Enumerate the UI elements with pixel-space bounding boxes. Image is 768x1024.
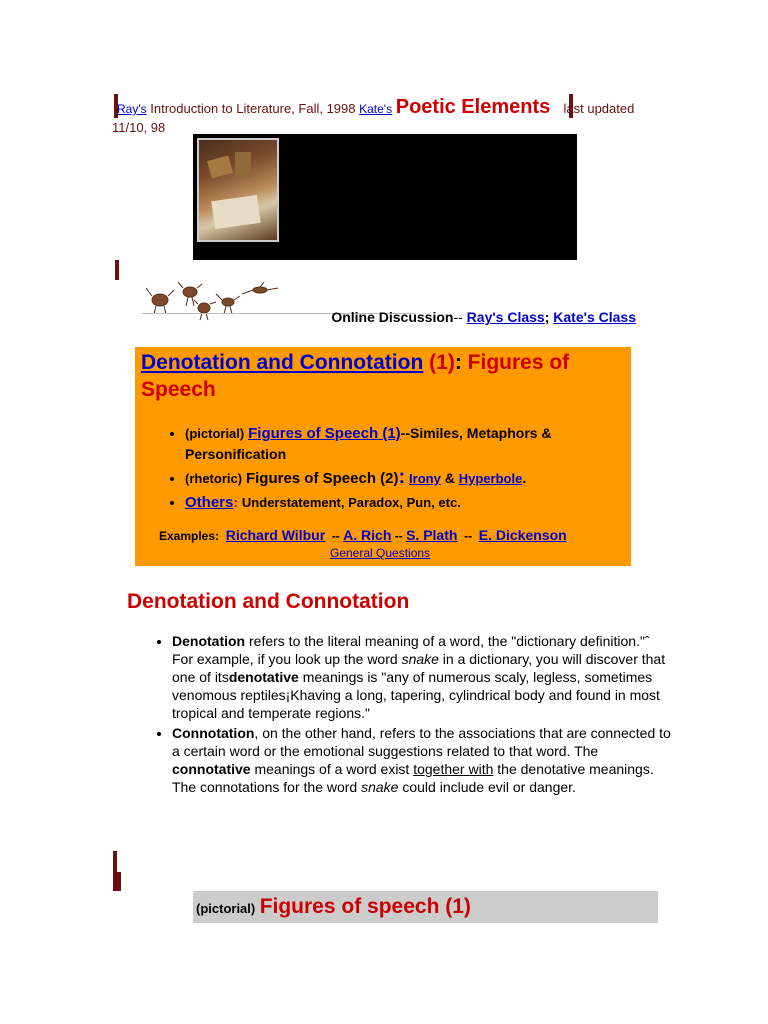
connotation-text: could include evil or danger. — [398, 779, 576, 795]
title-rest: Figures of Speech — [141, 351, 570, 401]
connotation-text: meanings of a word exist — [250, 761, 414, 777]
pictorial-prefix: (pictorial) — [185, 426, 245, 441]
list-item — [172, 724, 672, 796]
rays-link[interactable]: Ray's — [117, 102, 147, 116]
item-colon: : — [398, 466, 406, 488]
irony-link[interactable]: Irony — [409, 471, 441, 486]
kates-link[interactable]: Kate's — [359, 102, 393, 116]
list-item — [172, 632, 672, 722]
online-semicolon: ; — [544, 309, 550, 325]
general-questions-link[interactable]: General Questions — [330, 546, 431, 560]
figures-of-speech-1-link[interactable]: Figures of Speech (1) — [248, 425, 401, 442]
updated-date: 11/10, 98 — [112, 120, 166, 135]
examples-sep: -- — [464, 529, 473, 543]
figures-heading — [196, 895, 471, 919]
examples-sep: -- — [394, 529, 403, 543]
section-bar — [115, 260, 119, 280]
definitions-list — [150, 632, 672, 798]
rays-class-link[interactable]: Ray's Class — [466, 309, 545, 325]
connotation-text: the denotative meanings. The connotations for the word — [172, 761, 654, 795]
hyperbole-link[interactable]: Hyperbole — [458, 471, 523, 486]
bottom-bar-nub — [117, 872, 121, 891]
topics-list — [163, 423, 645, 516]
item-dot: . — [522, 470, 527, 486]
updated-label: last updated — [563, 101, 635, 116]
examples-label: Examples: — [159, 529, 220, 543]
topics-title — [141, 349, 621, 403]
connotation-term: Connotation — [172, 725, 255, 741]
header-line — [117, 96, 634, 119]
examples-line — [159, 527, 567, 543]
list-item — [185, 492, 645, 513]
course-text: Introduction to Literature, Fall, 1998 — [150, 101, 356, 116]
denotation-text: meanings is "any of numerous scaly, legless, sometimes venomous reptiles¡Khaving a long, tapering, cylindrical body and found in most tropical and temperate regions." — [172, 669, 660, 721]
figures-of-speech-2: Figures of Speech (2) — [245, 470, 399, 487]
together-with: together with — [413, 761, 494, 777]
kates-class-link[interactable]: Kate's Class — [553, 309, 636, 325]
figures-heading-box — [193, 891, 658, 923]
amp: & — [444, 470, 455, 486]
item-rest: --Similes, Metaphors & Personification — [185, 425, 552, 462]
connotation-text: , on the other hand, refers to the associations that are connected to a certain word or the emotional suggestions related to that word. The — [172, 725, 671, 759]
example-link-dickenson[interactable]: E. Dickenson — [478, 527, 567, 543]
pictorial-prefix: (pictorial) — [196, 901, 256, 916]
denotation-connotation-link[interactable]: Denotation and Connotation — [141, 351, 424, 374]
still-life-painting — [197, 138, 279, 242]
online-discussion-label: Online Discussion — [331, 309, 454, 325]
denotative-term: denotative — [228, 669, 299, 685]
rhetoric-prefix: (rhetoric) — [185, 471, 243, 486]
item-rest: Understatement, Paradox, Pun, etc. — [241, 495, 461, 510]
painting-banner — [193, 134, 577, 260]
list-item — [185, 423, 645, 464]
snake-word: snake — [401, 651, 439, 667]
others-link[interactable]: Others — [185, 494, 234, 511]
example-link-rich[interactable]: A. Rich — [343, 527, 392, 543]
birds-decoration — [142, 278, 282, 322]
denotation-text: refers to the literal meaning of a word, the "dictionary definition."ˆ For example, if you look up the word — [172, 633, 650, 667]
snake-word: snake — [361, 779, 399, 795]
page-title: Poetic Elements — [395, 96, 551, 118]
denotation-term: Denotation — [172, 633, 246, 649]
list-item — [185, 467, 645, 489]
denotation-text: in a dictionary, you will discover that one of its — [172, 651, 666, 685]
online-sep: -- — [453, 309, 463, 325]
title-num: (1) — [429, 351, 455, 374]
examples-sep: -- — [331, 529, 340, 543]
connotative-term: connotative — [172, 761, 251, 777]
topics-box — [135, 347, 631, 566]
figures-heading-title: Figures of speech (1) — [259, 895, 471, 918]
example-link-plath[interactable]: S. Plath — [406, 527, 458, 543]
online-discussion — [306, 307, 636, 328]
section-title: Denotation and Connotation — [127, 590, 410, 613]
item-colon: : — [233, 494, 239, 510]
example-link-wilbur[interactable]: Richard Wilbur — [225, 527, 326, 543]
title-colon: : — [454, 351, 462, 374]
